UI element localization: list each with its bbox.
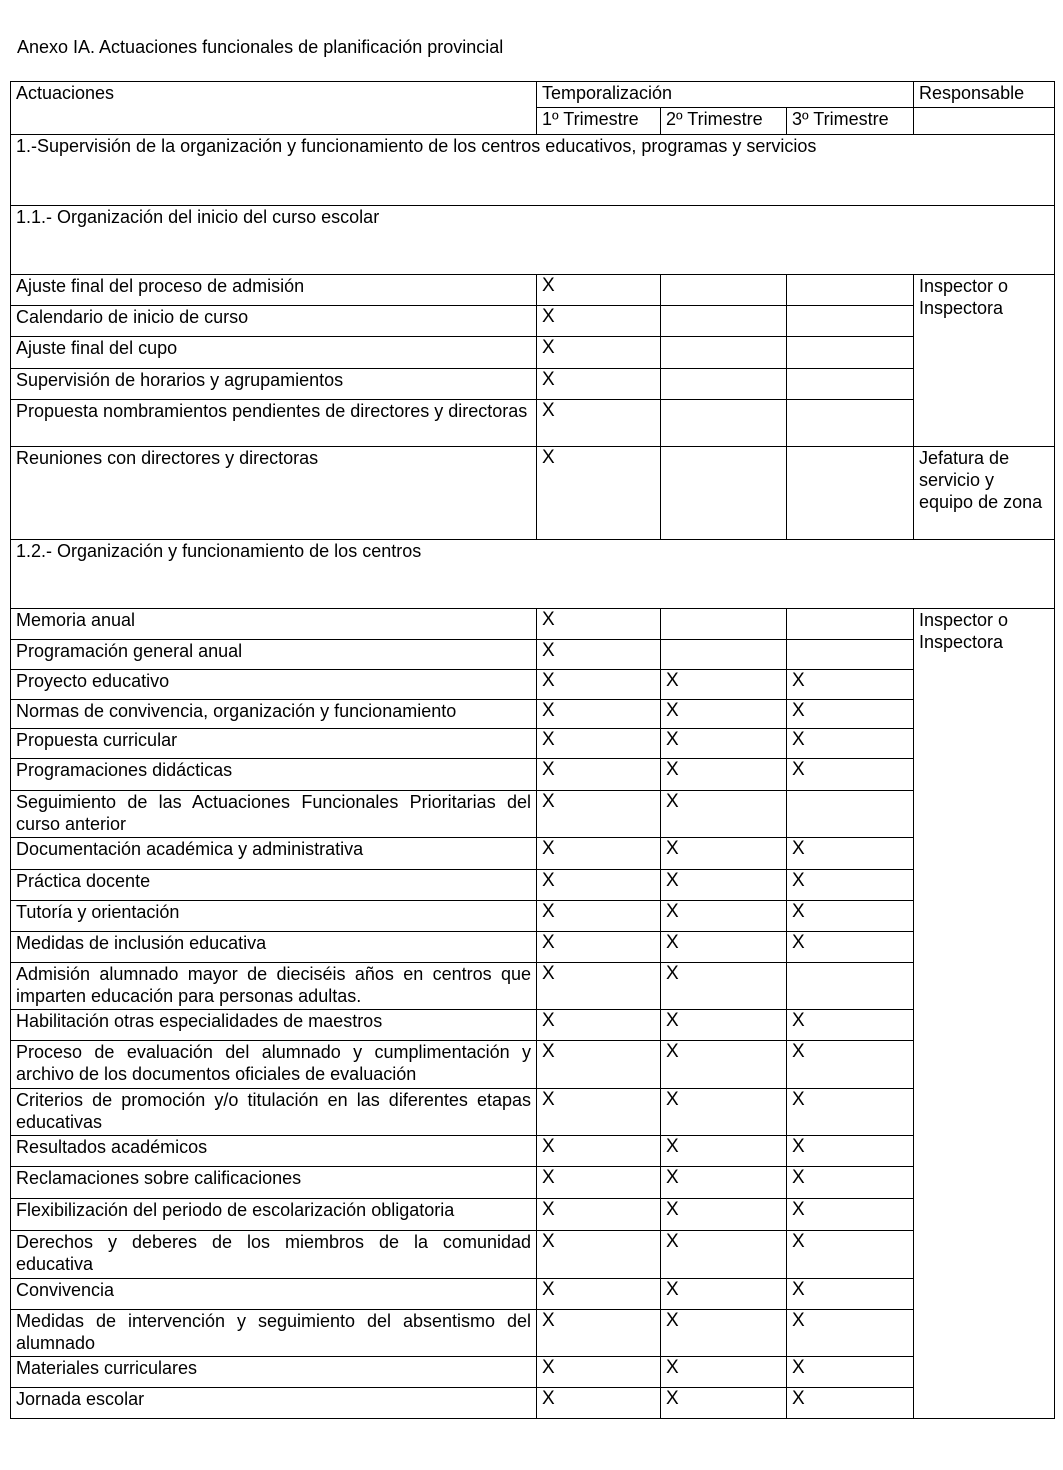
- header-responsable: Responsable: [914, 82, 1055, 108]
- actuacion-cell: Resultados académicos: [11, 1136, 537, 1167]
- table-row: [11, 447, 1055, 540]
- table-row: [11, 1167, 1055, 1199]
- trimestre-3-mark: X: [787, 1279, 914, 1310]
- trimestre-2-mark: X: [661, 901, 787, 932]
- trimestre-1-mark: X: [537, 640, 661, 670]
- trimestre-3-mark: X: [787, 670, 914, 700]
- trimestre-3-mark: X: [787, 729, 914, 759]
- table-row: [11, 1199, 1055, 1231]
- trimestre-3-mark: X: [787, 1136, 914, 1167]
- header-trimestre-3: 3º Trimestre: [787, 108, 914, 135]
- table-row: [11, 640, 1055, 670]
- trimestre-2-mark: X: [661, 1310, 787, 1357]
- trimestre-1-mark: X: [537, 729, 661, 759]
- trimestre-3-mark: [787, 963, 914, 1010]
- trimestre-1-mark: X: [537, 306, 661, 337]
- trimestre-3-mark: X: [787, 1010, 914, 1041]
- trimestre-3-mark: X: [787, 1357, 914, 1388]
- trimestre-3-mark: [787, 640, 914, 670]
- trimestre-3-mark: [787, 337, 914, 369]
- trimestre-3-mark: [787, 306, 914, 337]
- actuacion-cell: Ajuste final del cupo: [11, 337, 537, 369]
- actuacion-cell: Materiales curriculares: [11, 1357, 537, 1388]
- trimestre-3-mark: [787, 791, 914, 838]
- trimestre-1-mark: X: [537, 609, 661, 640]
- table-row: [11, 670, 1055, 700]
- trimestre-2-mark: X: [661, 700, 787, 729]
- section-1-1-title: 1.1.- Organización del inicio del curso escolar: [11, 206, 1055, 275]
- section-1-2-title: 1.2.- Organización y funcionamiento de los centros: [11, 540, 1055, 609]
- table-row: [11, 901, 1055, 932]
- trimestre-3-mark: X: [787, 759, 914, 791]
- trimestre-1-mark: X: [537, 1357, 661, 1388]
- actuacion-cell: Medidas de intervención y seguimiento del absentismo del alumnado: [11, 1310, 537, 1357]
- trimestre-1-mark: X: [537, 1231, 661, 1279]
- trimestre-2-mark: X: [661, 1010, 787, 1041]
- responsable-cell: Jefatura de servicio y equipo de zona: [914, 447, 1055, 540]
- trimestre-2-mark: X: [661, 1388, 787, 1419]
- actuacion-cell: Memoria anual: [11, 609, 537, 640]
- trimestre-2-mark: X: [661, 963, 787, 1010]
- trimestre-1-mark: X: [537, 759, 661, 791]
- trimestre-1-mark: X: [537, 932, 661, 963]
- trimestre-3-mark: X: [787, 932, 914, 963]
- table-row: [11, 1010, 1055, 1041]
- header-responsable-blank: [914, 108, 1055, 135]
- document-title: Anexo IA. Actuaciones funcionales de planificación provincial: [17, 37, 504, 57]
- table-row: [11, 729, 1055, 759]
- trimestre-2-mark: X: [661, 1041, 787, 1089]
- actuacion-cell: Propuesta curricular: [11, 729, 537, 759]
- table-row: [11, 369, 1055, 400]
- trimestre-1-mark: X: [537, 670, 661, 700]
- table-row: [11, 1279, 1055, 1310]
- trimestre-1-mark: X: [537, 1089, 661, 1136]
- trimestre-2-mark: [661, 400, 787, 447]
- actuacion-cell: Tutoría y orientación: [11, 901, 537, 932]
- trimestre-2-mark: X: [661, 932, 787, 963]
- trimestre-2-mark: X: [661, 1199, 787, 1231]
- responsable-cell: Inspector o Inspectora: [914, 609, 1055, 1419]
- trimestre-2-mark: X: [661, 1231, 787, 1279]
- trimestre-2-mark: [661, 447, 787, 540]
- section-1-title: 1.-Supervisión de la organización y funcionamiento de los centros educativos, programas y servicios: [11, 135, 1055, 206]
- actuacion-cell: Derechos y deberes de los miembros de la comunidad educativa: [11, 1231, 537, 1279]
- table-row: [11, 700, 1055, 729]
- actuacion-cell: Proyecto educativo: [11, 670, 537, 700]
- trimestre-3-mark: X: [787, 1310, 914, 1357]
- table-row: [11, 963, 1055, 1010]
- trimestre-3-mark: X: [787, 870, 914, 901]
- table-row: [11, 759, 1055, 791]
- table-row: [11, 838, 1055, 870]
- header-row-top: [11, 82, 1055, 108]
- table-row: [11, 1231, 1055, 1279]
- trimestre-1-mark: X: [537, 1136, 661, 1167]
- trimestre-3-mark: X: [787, 901, 914, 932]
- trimestre-3-mark: X: [787, 1167, 914, 1199]
- trimestre-3-mark: [787, 400, 914, 447]
- trimestre-1-mark: X: [537, 1279, 661, 1310]
- trimestre-2-mark: X: [661, 791, 787, 838]
- table-row: [11, 791, 1055, 838]
- table-row: [11, 1089, 1055, 1136]
- actuacion-cell: Jornada escolar: [11, 1388, 537, 1419]
- actuacion-cell: Medidas de inclusión educativa: [11, 932, 537, 963]
- trimestre-1-mark: X: [537, 1199, 661, 1231]
- actuacion-cell: Convivencia: [11, 1279, 537, 1310]
- trimestre-1-mark: X: [537, 963, 661, 1010]
- trimestre-1-mark: X: [537, 1041, 661, 1089]
- section-row: [11, 206, 1055, 275]
- actuacion-cell: Normas de convivencia, organización y funcionamiento: [11, 700, 537, 729]
- trimestre-2-mark: X: [661, 1357, 787, 1388]
- table-row: [11, 306, 1055, 337]
- trimestre-2-mark: [661, 609, 787, 640]
- actuacion-cell: Reclamaciones sobre calificaciones: [11, 1167, 537, 1199]
- trimestre-1-mark: X: [537, 369, 661, 400]
- actuacion-cell: Documentación académica y administrativa: [11, 838, 537, 870]
- trimestre-1-mark: X: [537, 838, 661, 870]
- trimestre-1-mark: X: [537, 870, 661, 901]
- table-row: [11, 1310, 1055, 1357]
- actuacion-cell: Seguimiento de las Actuaciones Funcionales Prioritarias del curso anterior: [11, 791, 537, 838]
- trimestre-2-mark: [661, 640, 787, 670]
- trimestre-2-mark: X: [661, 1089, 787, 1136]
- trimestre-1-mark: X: [537, 791, 661, 838]
- table-row: [11, 1136, 1055, 1167]
- table-body: [11, 82, 1055, 1419]
- header-temporalizacion: Temporalización: [537, 82, 914, 108]
- header-trimestre-2: 2º Trimestre: [661, 108, 787, 135]
- trimestre-2-mark: [661, 369, 787, 400]
- responsable-cell: Inspector o Inspectora: [914, 275, 1055, 447]
- actuacion-cell: Flexibilización del periodo de escolarización obligatoria: [11, 1199, 537, 1231]
- trimestre-2-mark: X: [661, 759, 787, 791]
- actuacion-cell: Ajuste final del proceso de admisión: [11, 275, 537, 306]
- actuacion-cell: Criterios de promoción y/o titulación en las diferentes etapas educativas: [11, 1089, 537, 1136]
- table-row: [11, 1388, 1055, 1419]
- trimestre-2-mark: X: [661, 870, 787, 901]
- trimestre-3-mark: X: [787, 700, 914, 729]
- actuacion-cell: Reuniones con directores y directoras: [11, 447, 537, 540]
- actuacion-cell: Calendario de inicio de curso: [11, 306, 537, 337]
- actuacion-cell: Habilitación otras especialidades de maestros: [11, 1010, 537, 1041]
- trimestre-3-mark: X: [787, 1089, 914, 1136]
- table-row: [11, 609, 1055, 640]
- trimestre-3-mark: [787, 609, 914, 640]
- trimestre-3-mark: X: [787, 1041, 914, 1089]
- trimestre-1-mark: X: [537, 1388, 661, 1419]
- trimestre-1-mark: X: [537, 400, 661, 447]
- trimestre-2-mark: X: [661, 1167, 787, 1199]
- table-row: [11, 932, 1055, 963]
- trimestre-1-mark: X: [537, 1310, 661, 1357]
- trimestre-3-mark: X: [787, 838, 914, 870]
- trimestre-2-mark: [661, 306, 787, 337]
- trimestre-2-mark: [661, 275, 787, 306]
- table-row: [11, 1041, 1055, 1089]
- trimestre-3-mark: X: [787, 1388, 914, 1419]
- actuacion-cell: Supervisión de horarios y agrupamientos: [11, 369, 537, 400]
- table-row: [11, 870, 1055, 901]
- trimestre-2-mark: X: [661, 729, 787, 759]
- trimestre-2-mark: X: [661, 1279, 787, 1310]
- actuaciones-table: [10, 81, 1055, 1419]
- trimestre-1-mark: X: [537, 275, 661, 306]
- trimestre-3-mark: X: [787, 1231, 914, 1279]
- table-row: [11, 337, 1055, 369]
- actuacion-cell: Práctica docente: [11, 870, 537, 901]
- trimestre-2-mark: X: [661, 1136, 787, 1167]
- trimestre-1-mark: X: [537, 447, 661, 540]
- trimestre-2-mark: X: [661, 838, 787, 870]
- trimestre-3-mark: [787, 369, 914, 400]
- table-row: [11, 1357, 1055, 1388]
- table-row: [11, 275, 1055, 306]
- actuacion-cell: Programaciones didácticas: [11, 759, 537, 791]
- trimestre-3-mark: [787, 447, 914, 540]
- trimestre-3-mark: [787, 275, 914, 306]
- actuacion-cell: Propuesta nombramientos pendientes de directores y directoras: [11, 400, 537, 447]
- trimestre-1-mark: X: [537, 1010, 661, 1041]
- trimestre-3-mark: X: [787, 1199, 914, 1231]
- header-actuaciones: Actuaciones: [11, 82, 537, 135]
- trimestre-1-mark: X: [537, 337, 661, 369]
- actuacion-cell: Programación general anual: [11, 640, 537, 670]
- trimestre-1-mark: X: [537, 901, 661, 932]
- actuacion-cell: Proceso de evaluación del alumnado y cumplimentación y archivo de los documentos oficiales de evaluación: [11, 1041, 537, 1089]
- actuacion-cell: Admisión alumnado mayor de dieciséis años en centros que imparten educación para personas adultas.: [11, 963, 537, 1010]
- trimestre-2-mark: X: [661, 670, 787, 700]
- header-trimestre-1: 1º Trimestre: [537, 108, 661, 135]
- table-row: [11, 400, 1055, 447]
- trimestre-1-mark: X: [537, 1167, 661, 1199]
- trimestre-2-mark: [661, 337, 787, 369]
- section-row: [11, 135, 1055, 206]
- section-row: [11, 540, 1055, 609]
- trimestre-1-mark: X: [537, 700, 661, 729]
